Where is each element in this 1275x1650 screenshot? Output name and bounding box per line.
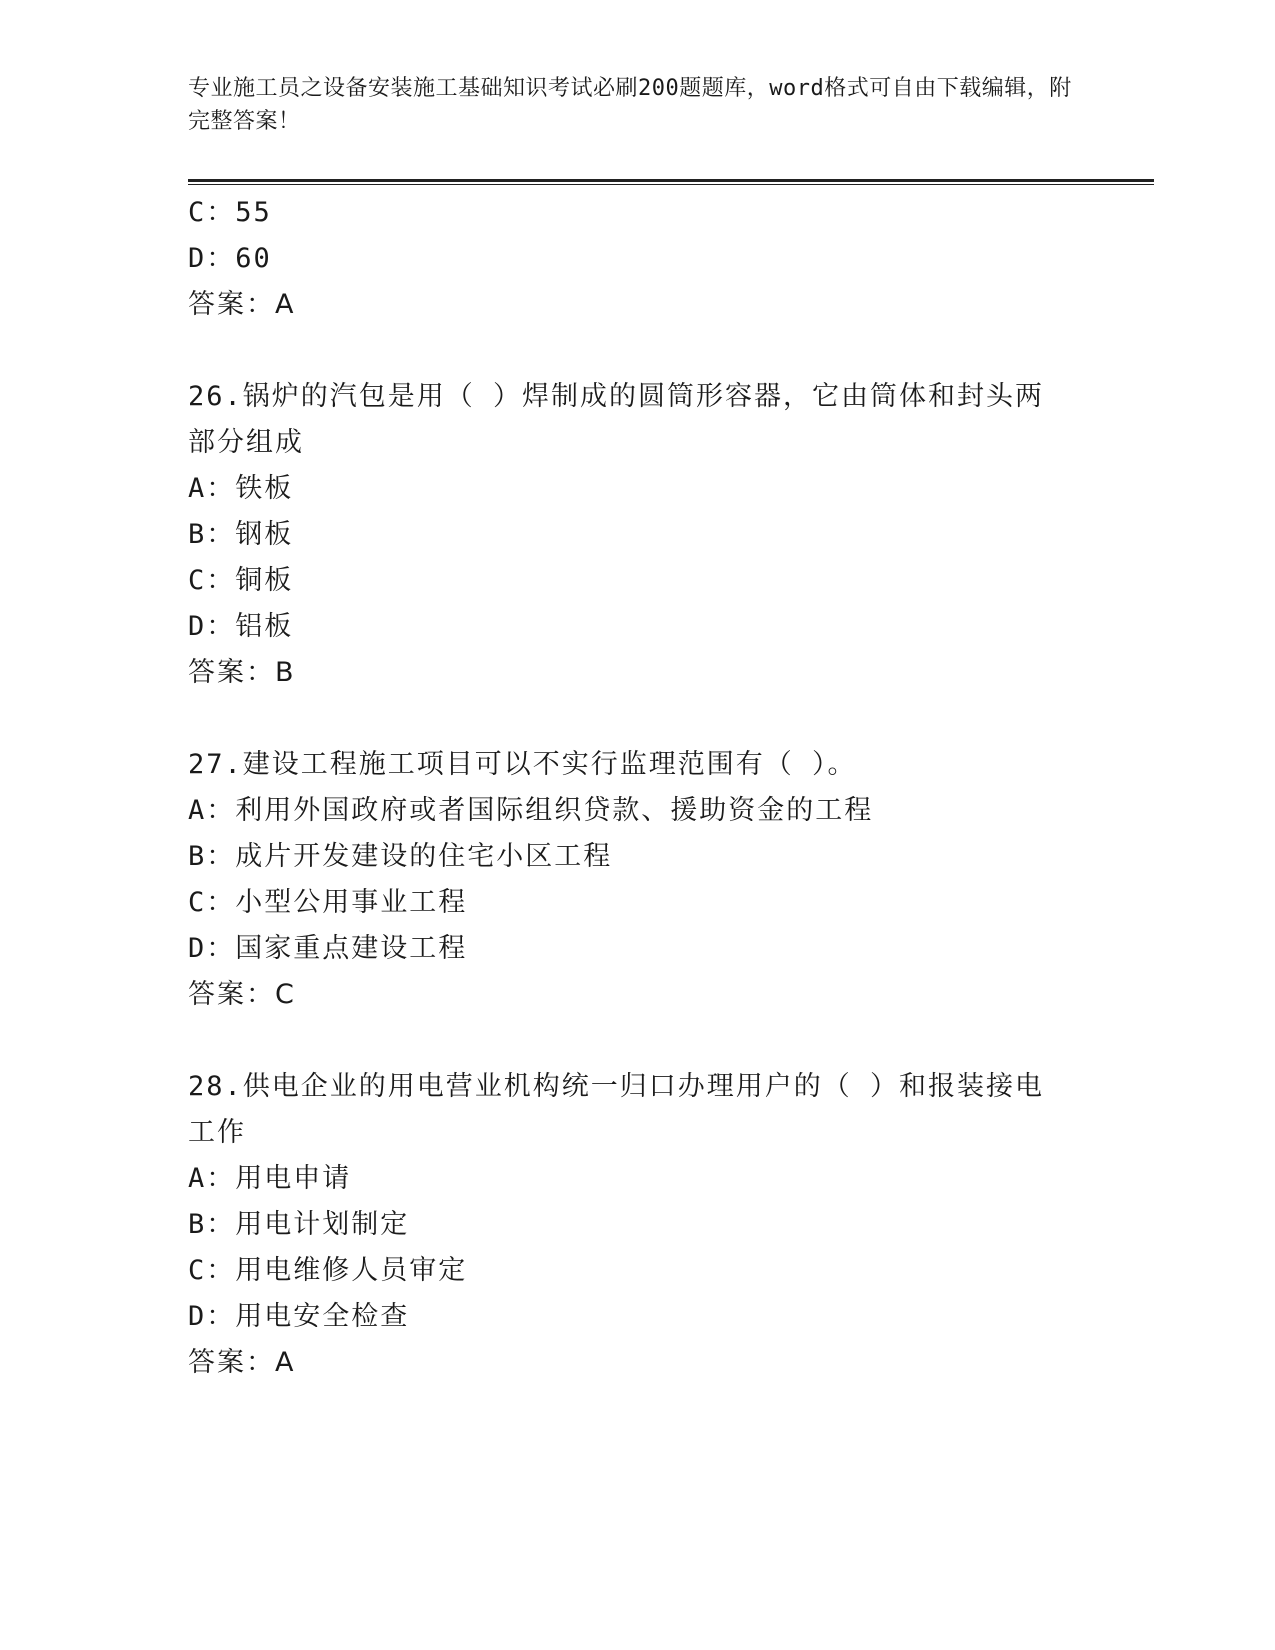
option-b: B：钢板 [188, 519, 294, 550]
option-d: D：铝板 [188, 611, 294, 642]
spacer [188, 328, 1068, 374]
option-c: C：用电维修人员审定 [188, 1255, 468, 1286]
spacer [188, 1018, 1068, 1064]
answer-line: 答案：A [188, 289, 296, 320]
question-stem: 27.建设工程施工项目可以不实行监理范围有（ ）。 [188, 749, 857, 780]
answer-line: 答案：B [188, 657, 296, 688]
option-a: A：用电申请 [188, 1163, 352, 1194]
spacer [188, 696, 1068, 742]
answer-line: 答案：C [188, 979, 296, 1010]
header-rule-thick [188, 179, 1154, 182]
option-d: D：60 [188, 243, 272, 274]
option-d: D：用电安全检查 [188, 1301, 410, 1332]
question-list [188, 190, 1068, 1386]
previous-question-tail [188, 190, 1068, 328]
question-stem: 26.锅炉的汽包是用（ ）焊制成的圆筒形容器，它由筒体和封头两部分组成 [188, 381, 1045, 458]
header-rule-thin [188, 184, 1154, 185]
option-a: A：铁板 [188, 473, 294, 504]
question-27 [188, 742, 1068, 1018]
option-a: A：利用外国政府或者国际组织贷款、援助资金的工程 [188, 795, 874, 826]
option-d: D：国家重点建设工程 [188, 933, 468, 964]
option-c: C：小型公用事业工程 [188, 887, 468, 918]
document-header [188, 72, 1088, 138]
question-28 [188, 1064, 1068, 1386]
option-c: C：铜板 [188, 565, 294, 596]
question-26 [188, 374, 1068, 696]
option-c: C：55 [188, 197, 272, 228]
header-title: 专业施工员之设备安装施工基础知识考试必刷200题题库，word格式可自由下载编辑，附完整答案！ [188, 76, 1072, 134]
option-b: B：成片开发建设的住宅小区工程 [188, 841, 613, 872]
option-b: B：用电计划制定 [188, 1209, 410, 1240]
question-stem: 28.供电企业的用电营业机构统一归口办理用户的（ ）和报装接电工作 [188, 1071, 1045, 1148]
answer-line: 答案：A [188, 1347, 296, 1378]
